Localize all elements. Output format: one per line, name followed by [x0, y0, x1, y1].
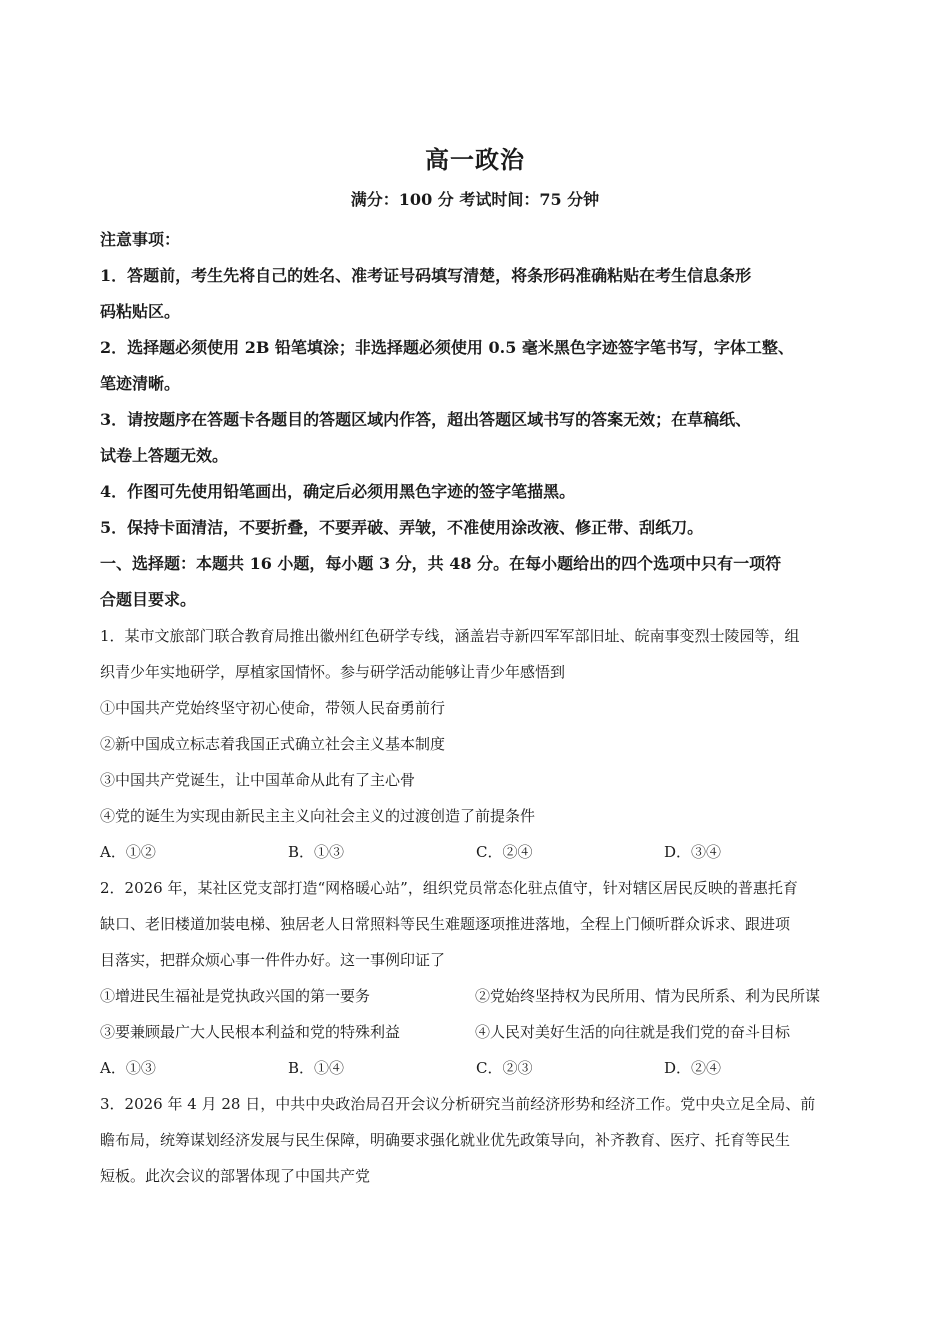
q2-stem-line-3: 目落实，把群众烦心事一件件办好。这一事例印证了	[100, 951, 446, 969]
notice-item-3-line-1: 3．请按题序在答题卡各题目的答题区域内作答，超出答题区域书写的答案无效；在草稿纸、	[100, 410, 752, 429]
q2-option-b: B．①④	[288, 1059, 345, 1077]
q2-item-2: ②党始终坚持权为民所用、情为民所系、利为民所谋	[475, 987, 821, 1005]
page-title: 高一政治	[425, 145, 525, 174]
notice-heading: 注意事项：	[100, 230, 181, 249]
q1-stem-line-1: 1．某市文旅部门联合教育局推出徽州红色研学专线，涵盖岩寺新四军军部旧址、皖南事变烈士陵园等，组	[100, 627, 800, 645]
q1-option-d: D．③④	[664, 843, 722, 861]
q2-item-1: ①增进民生福祉是党执政兴国的第一要务	[100, 987, 371, 1005]
q3-stem-line-3: 短板。此次会议的部署体现了中国共产党	[100, 1167, 371, 1185]
q2-items-row-2	[100, 1014, 860, 1050]
exam-info: 满分：100 分 考试时间：75 分钟	[350, 190, 600, 209]
notice-item-4: 4．作图可先使用铅笔画出，确定后必须用黑色字迹的签字笔描黑。	[100, 482, 576, 501]
q3-stem-line-2: 瞻布局，统筹谋划经济发展与民生保障，明确要求强化就业优先政策导向，补齐教育、医疗、托育等民生	[100, 1131, 791, 1149]
notice-item-1-line-2: 码粘贴区。	[100, 302, 181, 321]
q3-stem-line-1: 3．2026 年 4 月 28 日，中共中央政治局召开会议分析研究当前经济形势和经济工作。党中央立足全局、前	[100, 1095, 816, 1113]
section-heading-line-1: 一、选择题：本题共 16 小题，每小题 3 分，共 48 分。在每小题给出的四个选项中只有一项符	[100, 554, 782, 573]
q1-options	[100, 834, 860, 870]
q2-options	[100, 1050, 860, 1086]
q1-option-a: A．①②	[100, 843, 156, 861]
q1-item-4: ④党的诞生为实现由新民主主义向社会主义的过渡创造了前提条件	[100, 807, 536, 825]
notice-item-2-line-1: 2．选择题必须使用 2B 铅笔填涂；非选择题必须使用 0.5 毫米黑色字迹签字笔书写，字体工整、	[100, 338, 794, 357]
q2-item-4: ④人民对美好生活的向往就是我们党的奋斗目标	[475, 1023, 791, 1041]
q1-item-2: ②新中国成立标志着我国正式确立社会主义基本制度	[100, 735, 446, 753]
q2-stem-line-1: 2．2026 年，某社区党支部打造“网格暖心站”，组织党员常态化驻点值守，针对辖区居民反映的普惠托育	[100, 879, 798, 897]
notice-item-3-line-2: 试卷上答题无效。	[100, 446, 229, 465]
section-heading-line-2: 合题目要求。	[100, 590, 197, 609]
exam-content	[100, 222, 860, 1194]
q2-option-d: D．②④	[664, 1059, 722, 1077]
q2-item-3: ③要兼顾最广大人民根本利益和党的特殊利益	[100, 1023, 401, 1041]
q1-stem-line-2: 织青少年实地研学，厚植家国情怀。参与研学活动能够让青少年感悟到	[100, 663, 566, 681]
notice-item-5: 5．保持卡面清洁，不要折叠，不要弄破、弄皱，不准使用涂改液、修正带、刮纸刀。	[100, 518, 704, 537]
notice-item-2-line-2: 笔迹清晰。	[100, 374, 181, 393]
q1-item-1: ①中国共产党始终坚守初心使命，带领人民奋勇前行	[100, 699, 446, 717]
q2-stem-line-2: 缺口、老旧楼道加装电梯、独居老人日常照料等民生难题逐项推进落地，全程上门倾听群众诉求、跟进项	[100, 915, 791, 933]
q1-option-c: C．②④	[476, 843, 533, 861]
notice-item-1-line-1: 1．答题前，考生先将自己的姓名、准考证号码填写清楚，将条形码准确粘贴在考生信息条形	[100, 266, 752, 285]
q2-option-a: A．①③	[100, 1059, 156, 1077]
q2-option-c: C．②③	[476, 1059, 533, 1077]
q2-items-row-1	[100, 978, 860, 1014]
q1-item-3: ③中国共产党诞生，让中国革命从此有了主心骨	[100, 771, 416, 789]
q1-option-b: B．①③	[288, 843, 345, 861]
